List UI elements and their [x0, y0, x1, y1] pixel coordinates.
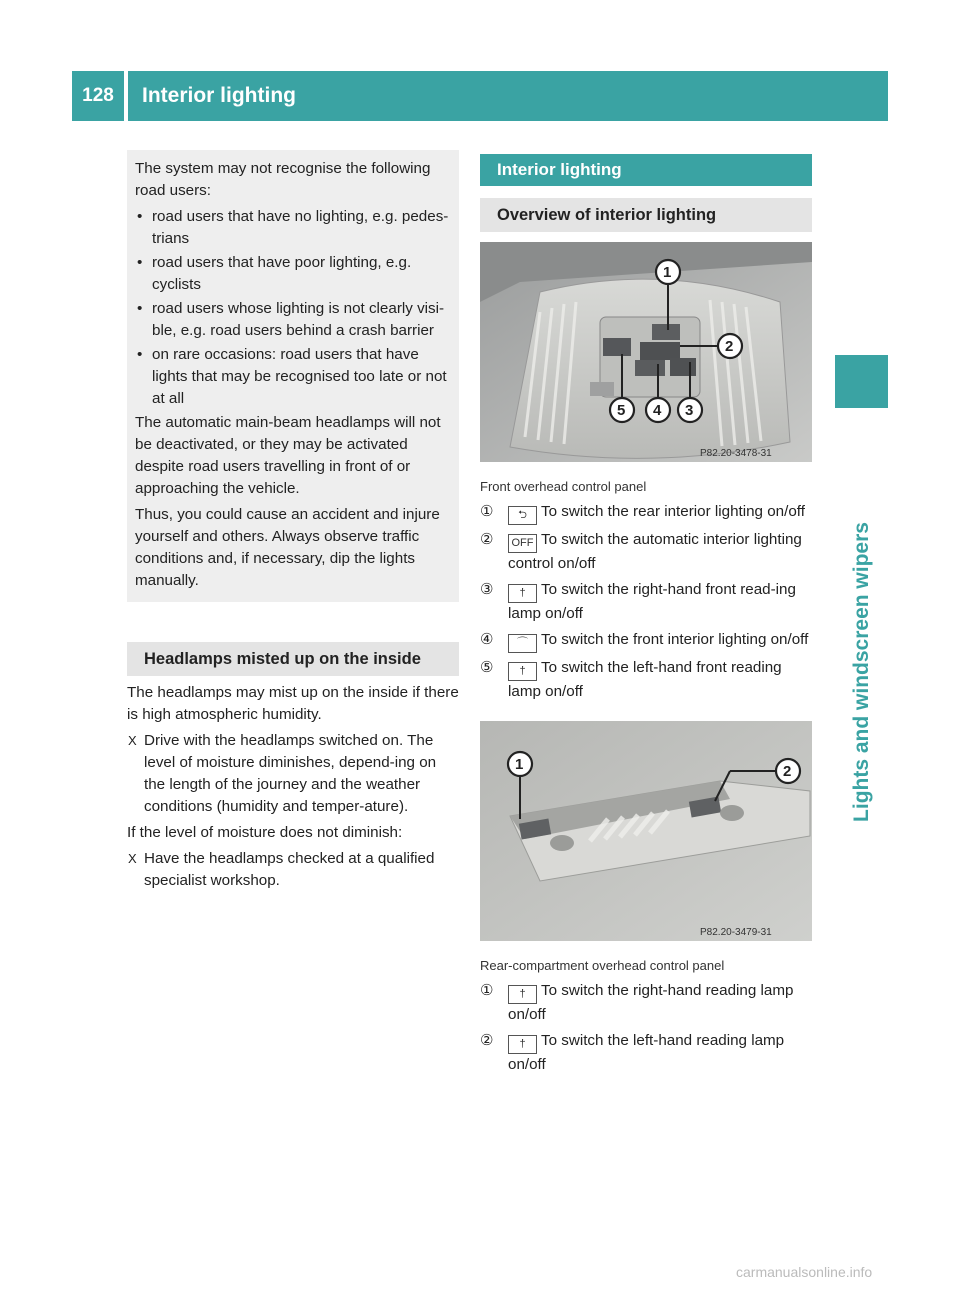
- instruction-step: X Drive with the headlamps switched on. The level of moisture diminishes, depend-ing on the length of the journey and the weather conditions (humidity and temper-ature).: [128, 732, 437, 815]
- note-bullet-list: [135, 206, 452, 410]
- legend-item: ⑤ † To switch the left-hand front reading lamp on/off: [480, 659, 782, 700]
- reading-lamp-icon: †: [508, 1035, 537, 1054]
- legend-item: ① ⮌ To switch the rear interior lighting on/off: [480, 501, 812, 525]
- legend-item: ④ ⌒ To switch the front interior lighting on/off: [480, 629, 812, 653]
- front-light-icon: ⌒: [508, 634, 537, 653]
- callout-2-label: 2: [725, 338, 734, 355]
- overview-heading: Overview of interior lighting: [480, 198, 812, 232]
- callout-1-label: 1: [515, 756, 524, 773]
- note-paragraph: Thus, you could cause an accident and injure yourself and others. Always observe traffic conditions and, if necessary, dip the lights manually.: [135, 506, 440, 589]
- watermark: carmanualsonline.info: [736, 1264, 873, 1280]
- note-bullet: • road users that have no lighting, e.g. pedes-trians: [137, 208, 449, 247]
- note-intro: The system may not recognise the following road users:: [135, 160, 431, 199]
- note-paragraph: The automatic main-beam headlamps will not be deactivated, or they may be activated despite road users travelling in front of or approaching the vehicle.: [135, 414, 441, 497]
- headlamps-paragraph: The headlamps may mist up on the inside if there is high atmospheric humidity.: [127, 684, 459, 723]
- note-bullet: • road users whose lighting is not clearly visi-ble, e.g. road users behind a crash barrier: [137, 300, 445, 339]
- callout-5-label: 5: [617, 402, 626, 419]
- section-title: Interior lighting: [480, 154, 812, 186]
- rear-panel-caption: Rear-compartment overhead control panel: [480, 958, 725, 973]
- callout-3-label: 3: [685, 402, 694, 419]
- front-panel-caption: Front overhead control panel: [480, 479, 647, 494]
- reading-lamp-icon: †: [508, 584, 537, 603]
- rear-panel-photo: [480, 721, 812, 941]
- legend-item: ② † To switch the left-hand reading lamp on/off: [480, 1032, 785, 1073]
- note-bullet: • on rare occasions: road users that have lights that may be recognised too late or not at all: [137, 346, 447, 407]
- note-box: [127, 150, 459, 602]
- page-title: Interior lighting: [128, 71, 888, 121]
- callout-4-label: 4: [653, 402, 662, 419]
- rear-light-icon: ⮌: [508, 506, 537, 525]
- headlamps-paragraph: If the level of moisture does not diminish:: [127, 824, 403, 841]
- front-panel-photo: [480, 242, 812, 462]
- chapter-label: Lights and windscreen wipers: [850, 522, 873, 822]
- note-bullet: • road users that have poor lighting, e.g. cyclists: [137, 254, 412, 293]
- page-number: 128: [72, 71, 124, 121]
- instruction-step: X Have the headlamps checked at a qualified specialist workshop.: [128, 850, 435, 889]
- photo-ref: P82.20-3478-31: [700, 448, 772, 459]
- left-column: [127, 150, 459, 896]
- legend-item: ③ † To switch the right-hand front read-ing lamp on/off: [480, 581, 796, 622]
- reading-lamp-icon: †: [508, 662, 537, 681]
- photo-ref: P82.20-3479-31: [700, 927, 772, 938]
- right-column: [480, 154, 812, 1080]
- legend-item: ① † To switch the right-hand reading lamp on/off: [480, 982, 794, 1023]
- auto-light-off-icon: OFF: [508, 534, 537, 553]
- reading-lamp-icon: †: [508, 985, 537, 1004]
- chapter-tab: [835, 355, 888, 408]
- legend-item: ② OFF To switch the automatic interior lighting control on/off: [480, 531, 802, 572]
- headlamps-heading: Headlamps misted up on the inside: [127, 642, 459, 676]
- callout-2-label: 2: [783, 763, 792, 780]
- callout-1-label: 1: [663, 264, 672, 281]
